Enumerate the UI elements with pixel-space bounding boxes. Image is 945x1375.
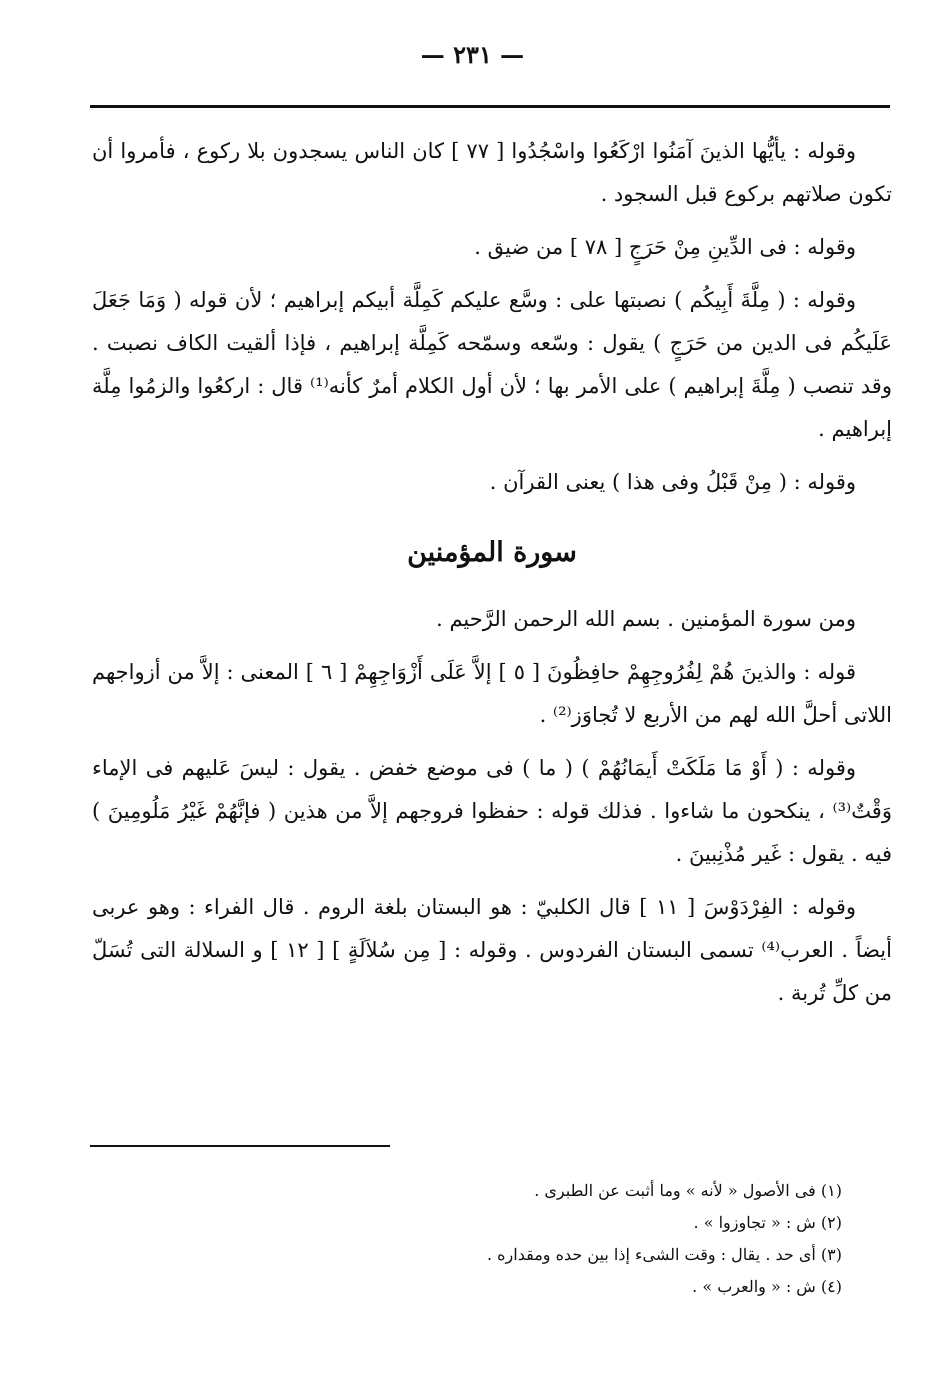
- footnote-2: (٢) ش : « تجاوزوا » .: [693, 1213, 842, 1232]
- paragraph-min-qabl: وقوله : ( مِنْ قَبْلُ وفى هذا ) يعنى القرآن .: [489, 470, 856, 494]
- footnotes: [92, 1175, 842, 1303]
- footnote-3: (٣) أى حد . يقال : وقت الشىء إذا بين حده ومقداره .: [486, 1245, 842, 1264]
- paragraph-firdaws: وقوله : الفِرْدَوْسَ [ ١١ ] قال الكلبيّ : هو البستان بلغة الروم . قال الفراء : وهو عربى أيضاً . العرب⁽⁴⁾ تسمى البستان الفردوس . وقوله : [ مِن سُلاَلَةٍ ] [ ١٢ ] و السلالة التى تُسَلّ من كلِّ تُربة .: [92, 895, 892, 1005]
- paragraph-verse-78: وقوله : فى الدِّينِ مِنْ حَرَجٍ [ ٧٨ ] من ضيق .: [474, 235, 856, 259]
- paragraph-verse-5-6: قوله : والذينَ هُمْ لِفُرُوجِهِمْ حافِظُونَ [ ٥ ] إلاَّ عَلَى أَزْوَاجِهِمْ [ ٦ ] المعنى : إلاَّ من أزواجهم اللاتى أحلَّ الله لهم من الأربع لا تُجاوَز⁽²⁾ .: [92, 660, 892, 727]
- paragraph-aymanuhum: وقوله : ( أَوْ مَا مَلَكَتْ أَيمَانُهُمْ ) ( ما ) فى موضع خفض . يقول : ليسَ عَليهم فى الإماء وَقْتٌ⁽³⁾ ، ينكحون ما شاءوا . فذلك قوله : حفظوا فروجهم إلاَّ من هذين ( فإنَّهُمْ غَيْرُ مَلُومِينَ ) فيه . يقول : غَير مُذْنِبينَ .: [92, 756, 892, 866]
- header-rule: [90, 105, 890, 108]
- footnote-1: (١) فى الأصول « لأنه » وما أثبت عن الطبرى .: [534, 1181, 842, 1200]
- surah-title: سورة المؤمنين: [407, 537, 577, 568]
- paragraph-verse-77: وقوله : يأيُّها الذينَ آمَنُوا ارْكَعُوا واسْجُدُوا [ ٧٧ ] كان الناس يسجدون بلا ركوع ، فأمروا أن تكون صلاتهم بركوع قبل السجود .: [92, 139, 892, 206]
- paragraph-basmala: ومن سورة المؤمنين . بسم الله الرحمن الرَّحيم .: [436, 607, 856, 631]
- main-text: [92, 130, 892, 1025]
- paragraph-millat-abikum: وقوله : ( مِلَّةَ أَبِيكُم ) نصبتها على : وسَّع عليكم كَمِلَّة أبيكم إبراهيم ؛ لأن قوله ( وَمَا جَعَلَ عَلَيكُم فى الدين من حَرَجٍ ) يقول : وسّعه وسمّحه كَمِلَّة إبراهيم ، فإذا ألقيت الكاف نصبت . وقد تنصب ( مِلَّةَ إبراهيم ) على الأمر بها ؛ لأن أول الكلام أمرٌ كأنه⁽¹⁾ قال : اركعُوا والزمُوا مِلَّة إبراهيم .: [92, 288, 892, 441]
- footnote-rule: [90, 1145, 390, 1147]
- footnote-4: (٤) ش : « والعرب » .: [692, 1277, 842, 1296]
- page-number: — ٢٣١ —: [420, 40, 525, 69]
